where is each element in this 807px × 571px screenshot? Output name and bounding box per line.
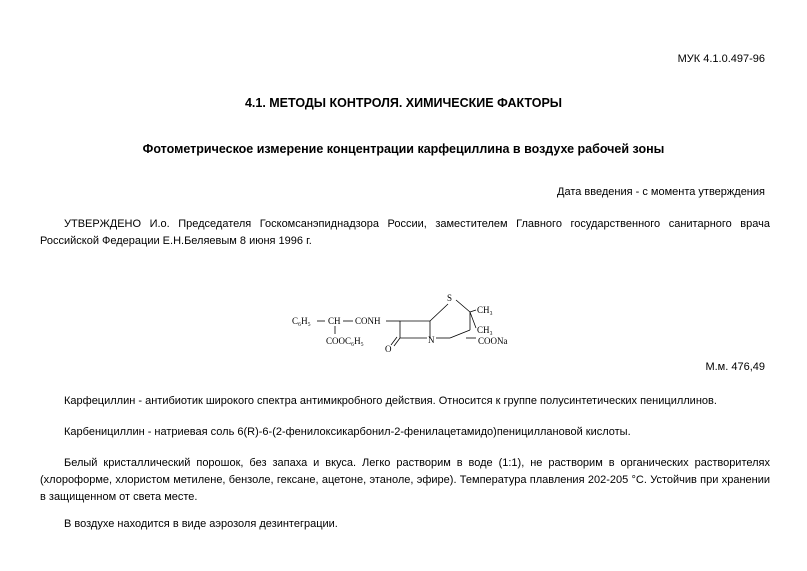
bond-line xyxy=(450,330,470,338)
formula-conh: CONH xyxy=(355,316,381,326)
formula-o: O xyxy=(385,344,392,352)
bond-line xyxy=(470,310,476,312)
bond-line xyxy=(430,304,448,321)
bond-line xyxy=(470,312,476,328)
molecular-mass: М.м. 476,49 xyxy=(705,361,765,373)
formula-ch: CH xyxy=(328,316,341,326)
section-title: 4.1. МЕТОДЫ КОНТРОЛЯ. ХИМИЧЕСКИЕ ФАКТОРЫ xyxy=(244,96,563,110)
formula-ch3-top: CH₃ xyxy=(477,305,493,315)
formula-ch3-bottom: CH₃ xyxy=(477,325,493,335)
paragraph-properties: Белый кристаллический порошок, без запаха и вкуса. Легко растворим в воде (1:1), не растворим в органических растворителях (хлороформе, хлористом метилене, бензоле, гексане, ацетоне, этаноле, эфире). Температура плавления 202-205 °С. Устойчив при хранении в защищенном от света месте. xyxy=(40,457,770,503)
bond-line xyxy=(456,300,470,312)
paragraph-air-state: В воздухе находится в виде аэрозоля дезинтеграции. xyxy=(64,518,338,530)
paragraph-description: Карфециллин - антибиотик широкого спектра антимикробного действия. Относится к группе полусинтетических пенициллинов. xyxy=(64,395,717,407)
formula-cooc6h5: COOC₆H₅ xyxy=(326,336,364,346)
paragraph-chemical-name: Карбенициллин - натриевая соль 6(R)-6-(2-фенилоксикарбонил-2-фенилацетамидо)пенициллановой кислоты. xyxy=(64,426,631,438)
document-code: МУК 4.1.0.497-96 xyxy=(677,53,765,65)
introduction-date: Дата введения - с момента утверждения xyxy=(557,186,765,198)
approval-paragraph: УТВЕРЖДЕНО И.о. Председателя Госкомсанэпиднадзора России, заместителем Главного государственного санитарного врача Российской Федерации Е.Н.Беляевым 8 июня 1996 г. xyxy=(40,218,770,247)
formula-coona: COONa xyxy=(478,336,508,346)
formula-n: N xyxy=(428,335,435,345)
formula-c6h5: C₆H₅ xyxy=(292,316,311,326)
document-title: Фотометрическое измерение концентрации карфециллина в воздухе рабочей зоны xyxy=(142,142,665,156)
formula-s: S xyxy=(447,293,453,303)
structural-formula xyxy=(290,290,520,352)
